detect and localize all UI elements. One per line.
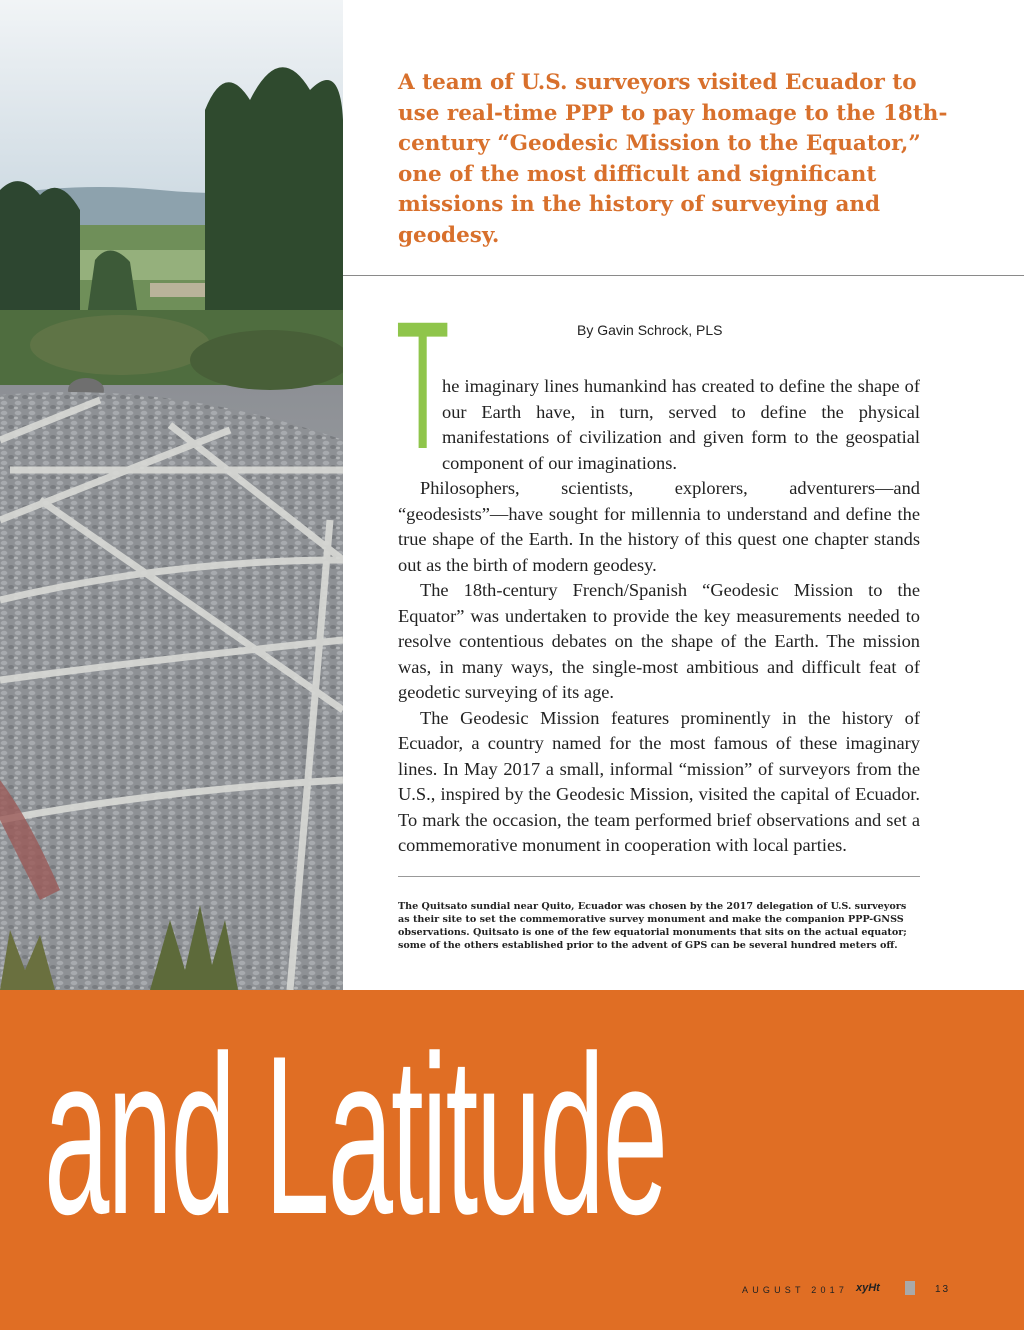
drop-cap: T	[396, 283, 450, 487]
page-number: 13	[935, 1284, 951, 1295]
photo-caption: The Quitsato sundial near Quito, Ecuador was chosen by the 2017 delegation of U.S. surveyors as their site to set the commemorative survey monument and make the companion PPP-GNSS observations. Quitsato is one of the few equatorial monuments that sits on the actual equator; some of the others established prior to the advent of GPS can be several hundred meters off.	[398, 901, 907, 951]
page-footer	[742, 1282, 982, 1305]
sundial-photo	[0, 0, 343, 990]
article-body	[398, 374, 920, 859]
paragraph: The Geodesic Mission features prominently in the history of Ecuador, a country named for the most famous of these imaginary lines. In May 2017 a small, informal “mission” of surveyors from the U.S., inspired by the Geodesic Mission, visited the capital of Ecuador. To mark the occasion, the team performed brief observations and set a commemorative monument in cooperation with local parties.	[398, 707, 920, 855]
byline: By Gavin Schrock, PLS	[577, 322, 723, 338]
magazine-name: xyHt	[856, 1282, 880, 1294]
divider-rule	[343, 275, 1024, 276]
paragraph: The 18th-century French/Spanish “Geodesic Mission to the Equator” was undertaken to provide the key measurements needed to resolve contentious debates on the shape of the Earth. The mission was, in many ways, the single-most ambitious and difficult feat of geodetic surveying of its age.	[398, 580, 920, 702]
issue-date: AUGUST 2017	[742, 1285, 849, 1295]
paragraph: he imaginary lines humankind has created to define the shape of our Earth have, in turn, served to define the physical manifestations of civilization and given form to the geospatial component of our imaginations.	[442, 376, 920, 473]
article-deck: A team of U.S. surveyors visited Ecuador to use real-time PPP to pay homage to the 18th-century “Geodesic Mission to the Equator,” one of the most difficult and significant missions in the history of surveying and geodesy.	[398, 70, 948, 248]
folio-marker-icon	[905, 1281, 915, 1295]
sundial-photo-illustration	[0, 0, 343, 990]
article-title: and Latitude	[44, 1008, 666, 1261]
paragraph: Philosophers, scientists, explorers, adventurers—and “geodesists”—have sought for millennia to understand and define the true shape of the Earth. In the history of this quest one chapter stands out as the birth of modern geodesy.	[398, 478, 920, 575]
caption-divider	[398, 876, 920, 877]
